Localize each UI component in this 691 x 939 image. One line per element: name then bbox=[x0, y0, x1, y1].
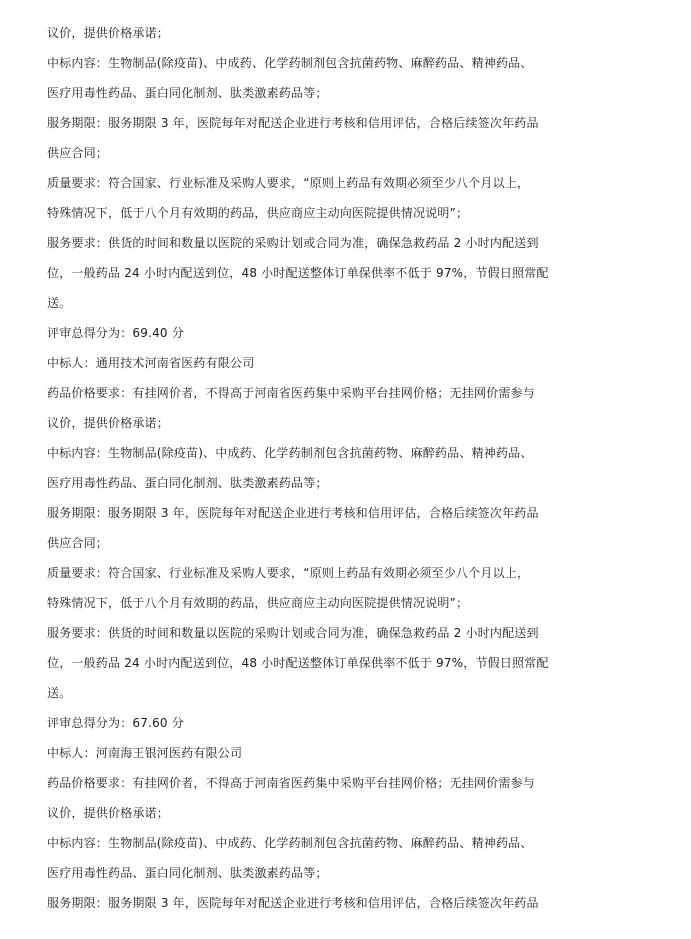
text-line: 位，一般药品 24 小时内配送到位，48 小时配送整体订单保供率不低于 97%，节假日照常配 bbox=[47, 656, 549, 670]
text-line: 供应合同； bbox=[47, 146, 109, 160]
text-line: 服务期限：服务期限 3 年，医院每年对配送企业进行考核和信用评估，合格后续签次年药品 bbox=[47, 896, 539, 910]
text-line: 特殊情况下，低于八个月有效期的药品，供应商应主动向医院提供情况说明”； bbox=[47, 206, 469, 220]
text-line: 中标内容：生物制品(除疫苗)、中成药、化学药制剂包含抗菌药物、麻醉药品、精神药品、 bbox=[47, 56, 533, 70]
text-line: 服务期限：服务期限 3 年，医院每年对配送企业进行考核和信用评估，合格后续签次年药品 bbox=[47, 506, 539, 520]
document-body bbox=[47, 22, 587, 922]
text-line: 医疗用毒性药品、蛋白同化制剂、肽类激素药品等； bbox=[47, 86, 328, 100]
text-line: 议价，提供价格承诺； bbox=[47, 416, 170, 430]
text-line: 位，一般药品 24 小时内配送到位，48 小时配送整体订单保供率不低于 97%，节假日照常配 bbox=[47, 266, 549, 280]
text-line: 特殊情况下，低于八个月有效期的药品，供应商应主动向医院提供情况说明”； bbox=[47, 596, 469, 610]
text-line: 议价，提供价格承诺； bbox=[47, 806, 170, 820]
text-line: 药品价格要求：有挂网价者，不得高于河南省医药集中采购平台挂网价格；无挂网价需参与 bbox=[47, 776, 536, 790]
text-line: 中标内容：生物制品(除疫苗)、中成药、化学药制剂包含抗菌药物、麻醉药品、精神药品、 bbox=[47, 836, 533, 850]
text-line: 服务要求：供货的时间和数量以医院的采购计划或合同为准，确保急救药品 2 小时内配送到 bbox=[47, 626, 539, 640]
text-line: 服务期限：服务期限 3 年，医院每年对配送企业进行考核和信用评估，合格后续签次年药品 bbox=[47, 116, 539, 130]
text-line: 服务要求：供货的时间和数量以医院的采购计划或合同为准，确保急救药品 2 小时内配送到 bbox=[47, 236, 539, 250]
text-line: 供应合同； bbox=[47, 536, 109, 550]
score-line: 评审总得分为：69.40 分 bbox=[47, 326, 184, 340]
text-line: 医疗用毒性药品、蛋白同化制剂、肽类激素药品等； bbox=[47, 866, 328, 880]
text-line: 质量要求：符合国家、行业标准及采购人要求，“原则上药品有效期必须至少八个月以上， bbox=[47, 176, 530, 190]
text-line: 送。 bbox=[47, 686, 72, 700]
winner-line: 中标人：通用技术河南省医药有限公司 bbox=[47, 356, 255, 370]
text-line: 中标内容：生物制品(除疫苗)、中成药、化学药制剂包含抗菌药物、麻醉药品、精神药品、 bbox=[47, 446, 533, 460]
winner-line: 中标人：河南海王银河医药有限公司 bbox=[47, 746, 243, 760]
text-line: 送。 bbox=[47, 296, 72, 310]
text-line: 议价，提供价格承诺； bbox=[47, 26, 170, 40]
text-line: 质量要求：符合国家、行业标准及采购人要求，“原则上药品有效期必须至少八个月以上， bbox=[47, 566, 530, 580]
text-line: 药品价格要求：有挂网价者，不得高于河南省医药集中采购平台挂网价格；无挂网价需参与 bbox=[47, 386, 536, 400]
score-line: 评审总得分为：67.60 分 bbox=[47, 716, 184, 730]
text-line: 医疗用毒性药品、蛋白同化制剂、肽类激素药品等； bbox=[47, 476, 328, 490]
